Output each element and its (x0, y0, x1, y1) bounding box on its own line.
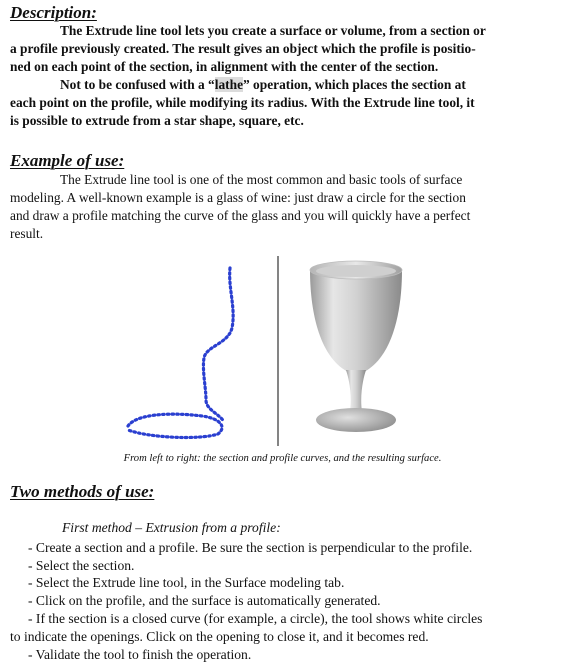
profile-curve (203, 268, 233, 422)
description-line-1: The Extrude line tool lets you create a surface or volume, from a section or (60, 23, 486, 38)
figure-caption: From left to right: the section and profile curves, and the resulting surface. (123, 453, 442, 464)
method-step-2: - Select the section. (28, 557, 135, 573)
method-step-5: - If the section is a closed curve (for example, a circle), the tool shows white circles (28, 610, 483, 626)
method-step-6: - Validate the tool to finish the operation. (28, 646, 252, 662)
extrude-figure (110, 248, 470, 448)
example-line-2: modeling. A well-known example is a glass of wine: just draw a circle for the section (10, 190, 466, 205)
glass-surface (310, 261, 402, 432)
method-step-1: - Create a section and a profile. Be sure the section is perpendicular to the profile. (28, 539, 473, 555)
lathe-line (10, 76, 550, 94)
first-method-title: First method – Extrusion from a profile: (62, 520, 281, 535)
description-heading: Description: (10, 3, 97, 22)
glass-base (316, 408, 396, 432)
description-paragraph (10, 22, 550, 130)
description-line-6: is possible to extrude from a star shape, square, etc. (10, 113, 304, 128)
glass-rim-inner (316, 265, 396, 277)
method-step-4: - Click on the profile, and the surface is automatically generated. (28, 593, 381, 609)
description-line-5: each point on the profile, while modifying its radius. With the Extrude line tool, it (10, 95, 475, 110)
example-line-3: and draw a profile matching the curve of the glass and you will quickly have a perfect (10, 208, 471, 223)
glass-stem (346, 370, 366, 412)
example-line-4: result. (10, 226, 44, 241)
methods-heading: Two methods of use: (10, 482, 155, 501)
example-heading: Example of use: (10, 151, 125, 170)
section-curve (128, 414, 222, 437)
methods-list (10, 519, 555, 663)
method-step-5-continuation: to indicate the openings. Click on the opening to close it, and it becomes red. (10, 628, 429, 644)
section-profile-curves (128, 268, 233, 437)
description-line-2: a profile previously created. The result gives an object which the profile is positio- (10, 41, 476, 56)
glass-bowl (310, 270, 402, 372)
lathe-highlight: lathe (214, 77, 244, 92)
lathe-line-pre: Not to be confused with a “ (60, 77, 215, 92)
lathe-line-post: ” operation, which places the section at (243, 77, 466, 92)
description-line-3: ned on each point of the section, in alignment with the center of the section. (10, 59, 439, 74)
example-paragraph (10, 171, 550, 243)
method-step-3: - Select the Extrude line tool, in the Surface modeling tab. (28, 575, 345, 591)
example-line-1: The Extrude line tool is one of the most common and basic tools of surface (60, 172, 463, 187)
